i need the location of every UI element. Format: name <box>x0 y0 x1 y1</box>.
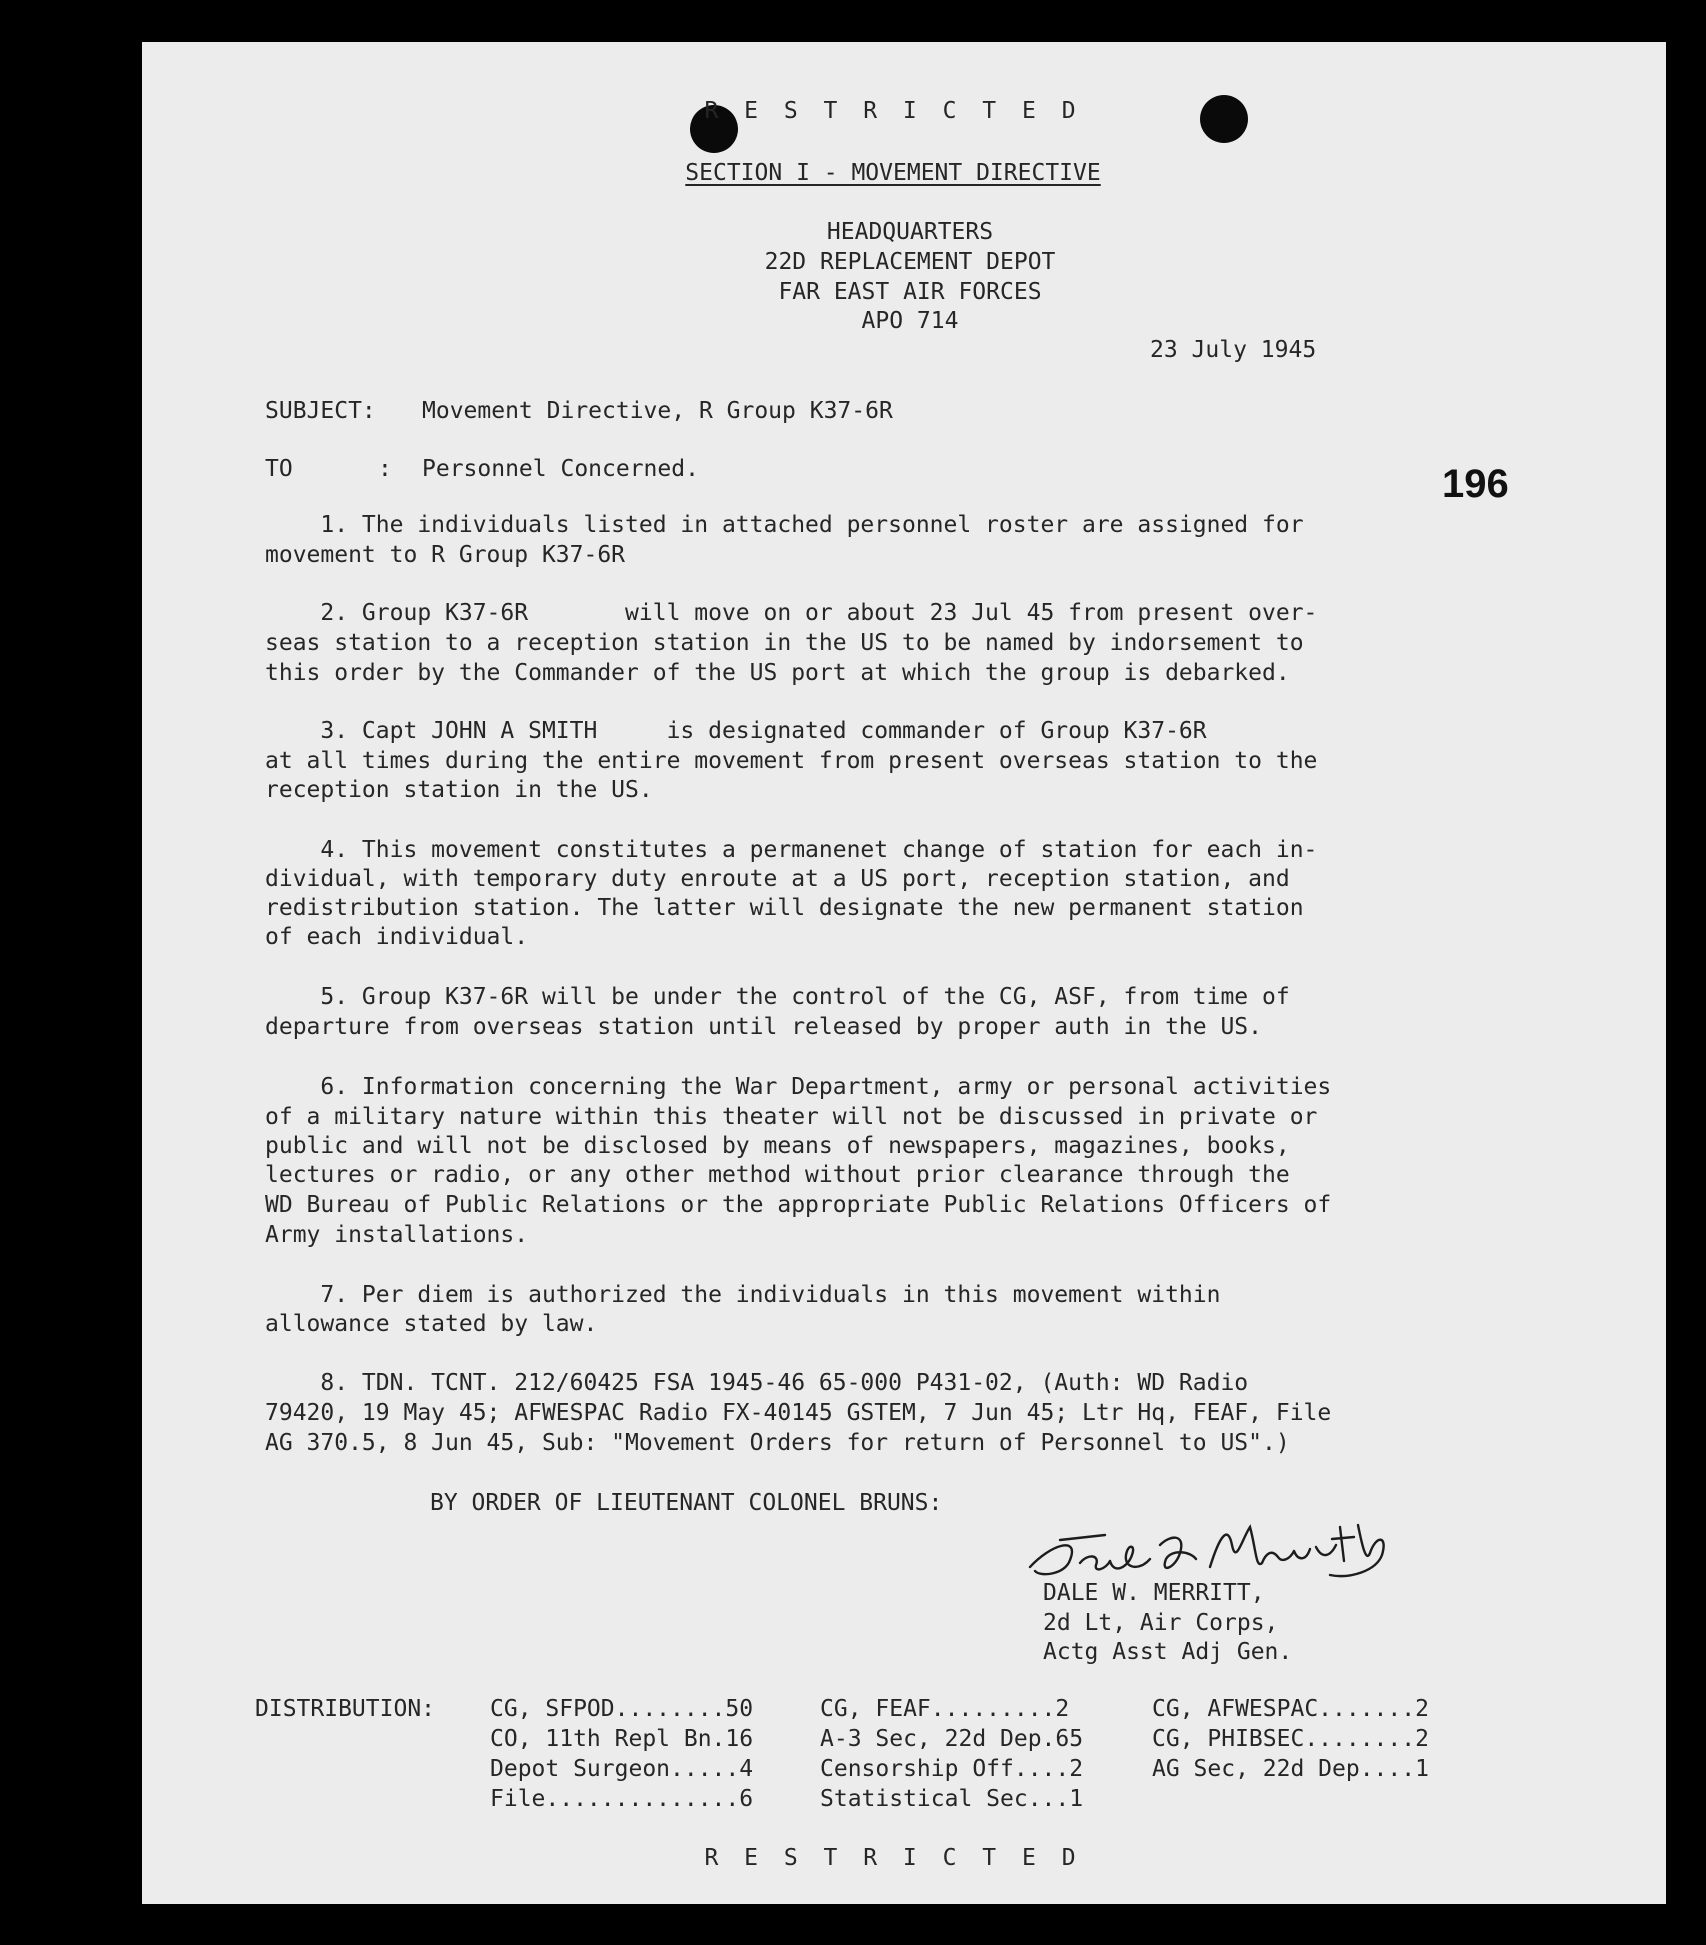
classification-header: R E S T R I C T E D <box>704 98 1082 124</box>
punch-hole-right <box>1200 95 1248 143</box>
letterhead-line-1: HEADQUARTERS <box>826 219 994 245</box>
by-order-line: BY ORDER OF LIEUTENANT COLONEL BRUNS: <box>430 1490 943 1516</box>
signer-rank: 2d Lt, Air Corps, <box>1043 1610 1279 1636</box>
paragraph-4-line-3: redistribution station. The latter will designate the new permanent station <box>265 895 1304 921</box>
distribution-column-1 <box>490 1694 753 1814</box>
distribution-entry: CG, FEAF.........2 <box>820 1696 1070 1722</box>
distribution-entry: A-3 Sec, 22d Dep.65 <box>820 1726 1084 1752</box>
to-label: TO <box>265 456 293 482</box>
paragraph-4-line-4: of each individual. <box>265 924 529 950</box>
letterhead-line-2: 22D REPLACEMENT DEPOT <box>764 249 1056 275</box>
paragraph-8-line-2: 79420, 19 May 45; AFWESPAC Radio FX-40145 GSTEM, 7 Jun 45; Ltr Hq, FEAF, File <box>265 1400 1332 1426</box>
paragraph-5-line-2: departure from overseas station until released by proper auth in the US. <box>265 1014 1262 1040</box>
distribution-entry: CG, PHIBSEC........2 <box>1152 1726 1429 1752</box>
paragraph-7-line-2: allowance stated by law. <box>265 1311 598 1337</box>
paragraph-6-line-1: 6. Information concerning the War Department, army or personal activities <box>265 1074 1332 1100</box>
letterhead-line-3: FAR EAST AIR FORCES <box>778 279 1042 305</box>
section-title: SECTION I - MOVEMENT DIRECTIVE <box>685 160 1101 186</box>
signer-name: DALE W. MERRITT, <box>1043 1580 1265 1606</box>
paragraph-2-line-2: seas station to a reception station in the US to be named by indorsement to <box>265 630 1304 656</box>
paragraph-6-line-3: public and will not be disclosed by means of newspapers, magazines, books, <box>265 1133 1290 1159</box>
classification-footer: R E S T R I C T E D <box>704 1845 1082 1871</box>
distribution-entry: CG, AFWESPAC.......2 <box>1152 1696 1429 1722</box>
page-number: 196 <box>1442 462 1509 506</box>
paragraph-1-line-1: 1. The individuals listed in attached personnel roster are assigned for <box>265 512 1304 538</box>
distribution-entry: Statistical Sec...1 <box>820 1786 1084 1812</box>
distribution-entry: File..............6 <box>490 1786 754 1812</box>
to-colon: : <box>378 456 392 482</box>
distribution-column-2 <box>820 1694 1083 1814</box>
paragraph-6-line-5: WD Bureau of Public Relations or the appropriate Public Relations Officers of <box>265 1192 1332 1218</box>
paragraph-4-line-2: dividual, with temporary duty enroute at a US port, reception station, and <box>265 866 1290 892</box>
paragraph-1-line-2: movement to R Group K37-6R <box>265 542 626 568</box>
paragraph-6-line-2: of a military nature within this theater will not be discussed in private or <box>265 1104 1318 1130</box>
paragraph-2-line-3: this order by the Commander of the US port at which the group is debarked. <box>265 660 1290 686</box>
paragraph-6-line-4: lectures or radio, or any other method without prior clearance through the <box>265 1162 1290 1188</box>
distribution-label: DISTRIBUTION: <box>255 1696 436 1722</box>
paragraph-3-line-3: reception station in the US. <box>265 777 653 803</box>
paragraph-8-line-3: AG 370.5, 8 Jun 45, Sub: "Movement Orders for return of Personnel to US".) <box>265 1430 1290 1456</box>
paragraph-3-line-1: 3. Capt JOHN A SMITH is designated commander of Group K37-6R <box>265 718 1207 744</box>
paragraph-3-line-2: at all times during the entire movement from present overseas station to the <box>265 748 1318 774</box>
paragraph-5-line-1: 5. Group K37-6R will be under the control of the CG, ASF, from time of <box>265 984 1290 1010</box>
distribution-entry: CG, SFPOD........50 <box>490 1696 754 1722</box>
letterhead-line-4: APO 714 <box>861 308 959 334</box>
distribution-entry: CO, 11th Repl Bn.16 <box>490 1726 754 1752</box>
paragraph-8-line-1: 8. TDN. TCNT. 212/60425 FSA 1945-46 65-000 P431-02, (Auth: WD Radio <box>265 1370 1249 1396</box>
distribution-entry: AG Sec, 22d Dep....1 <box>1152 1756 1429 1782</box>
subject-label: SUBJECT: <box>265 398 376 424</box>
paragraph-4-line-1: 4. This movement constitutes a permanenet change of station for each in- <box>265 837 1318 863</box>
signer-title: Actg Asst Adj Gen. <box>1043 1639 1293 1665</box>
distribution-column-3 <box>1152 1694 1429 1784</box>
paragraph-2-line-1: 2. Group K37-6R will move on or about 23 Jul 45 from present over- <box>265 600 1318 626</box>
subject-text: Movement Directive, R Group K37-6R <box>422 398 893 424</box>
document-date: 23 July 1945 <box>1150 337 1317 363</box>
distribution-entry: Depot Surgeon.....4 <box>490 1756 754 1782</box>
paragraph-7-line-1: 7. Per diem is authorized the individuals in this movement within <box>265 1282 1221 1308</box>
distribution-entry: Censorship Off....2 <box>820 1756 1084 1782</box>
paragraph-6-line-6: Army installations. <box>265 1222 529 1248</box>
to-text: Personnel Concerned. <box>422 456 699 482</box>
